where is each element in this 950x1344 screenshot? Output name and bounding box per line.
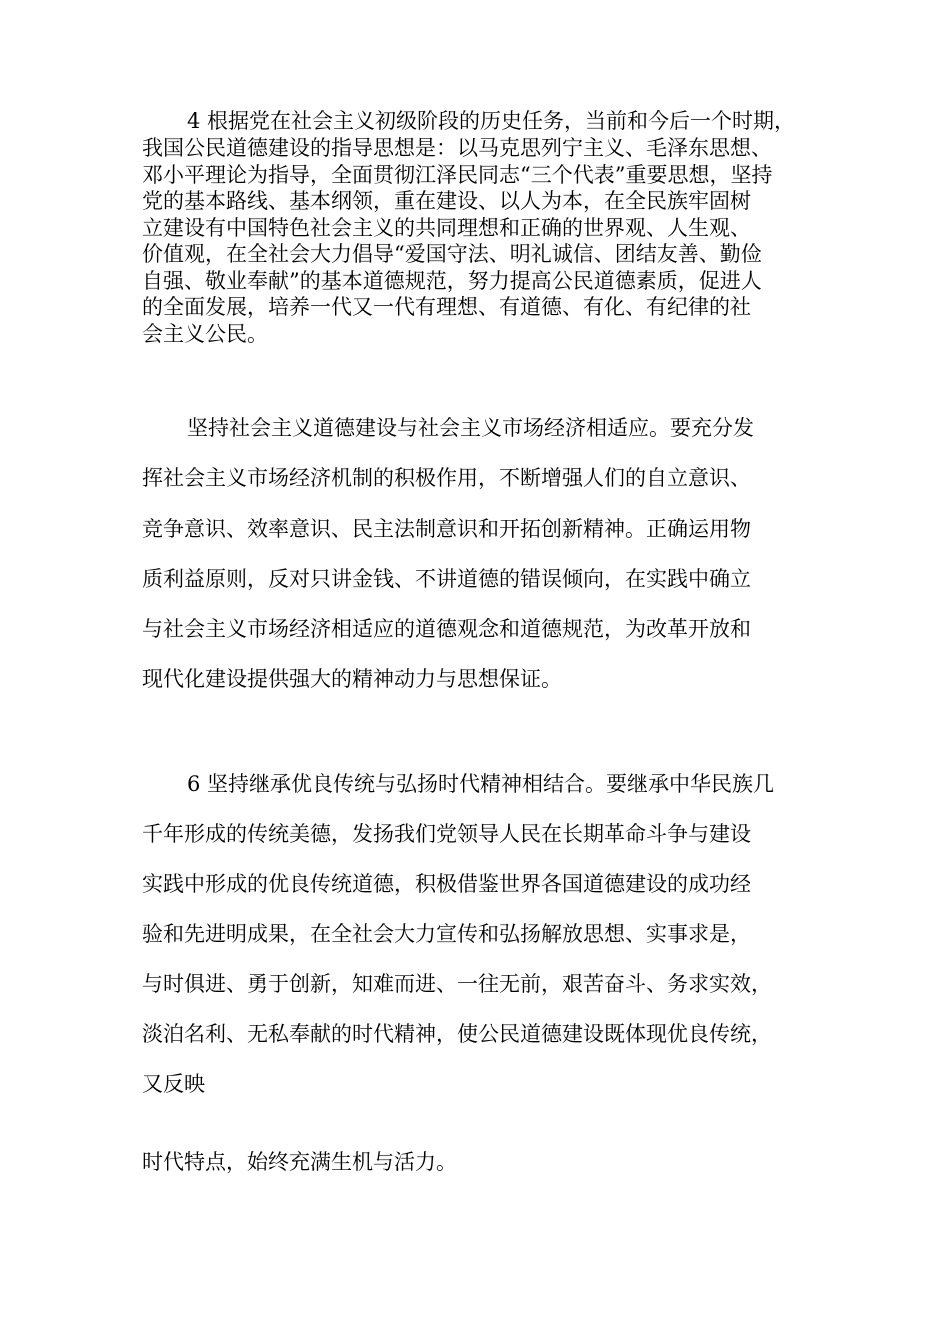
- paragraph-4-line-1: 时代特点，始终充满生机与活力。: [142, 1150, 457, 1174]
- paragraph-1-line-9: 会主义公民。: [142, 322, 268, 346]
- paragraph-2-line-4: 质利益原则，反对只讲金钱、不讲道德的错误倾向，在实践中确立: [142, 567, 751, 591]
- paragraph-3-line-4: 验和先进明成果，在全社会大力宣传和弘扬解放思想、实事求是，: [142, 922, 751, 946]
- paragraph-1-line-1: 4 根据党在社会主义初级阶段的历史任务，当前和今后一个时期，: [187, 109, 796, 133]
- paragraph-1-line-5: 立建设有中国特色社会主义的共同理想和正确的世界观、人生观、: [142, 216, 751, 240]
- paragraph-1-line-3: 邓小平理论为指导，全面贯彻江泽民同志“三个代表”重要思想，坚持: [142, 163, 773, 187]
- paragraph-2-line-5: 与社会主义市场经济相适应的道德观念和道德规范，为改革开放和: [142, 617, 751, 641]
- paragraph-1-line-6: 价值观，在全社会大力倡导“爱国守法、明礼诚信、团结友善、勤俭: [142, 242, 762, 266]
- paragraph-2-line-3: 竞争意识、效率意识、民主法制意识和开拓创新精神。正确运用物: [142, 517, 751, 541]
- paragraph-1-line-8: 的全面发展，培养一代又一代有理想、有道德、有化、有纪律的社: [142, 295, 751, 319]
- paragraph-3-line-5: 与时俱进、勇于创新，知难而进、一往无前，艰苦奋斗、务求实效，: [142, 972, 772, 996]
- paragraph-3-line-1: 6 坚持继承优良传统与弘扬时代精神相结合。要继承中华民族几: [187, 772, 775, 796]
- paragraph-3-line-2: 千年形成的传统美德，发扬我们党领导人民在长期革命斗争与建设: [142, 822, 751, 846]
- paragraph-2-line-6: 现代化建设提供强大的精神动力与思想保证。: [142, 667, 562, 691]
- paragraph-3-line-7: 又反映: [142, 1072, 205, 1096]
- paragraph-1-line-7: 自强、敬业奉献”的基本道德规范，努力提高公民道德素质，促进人: [142, 269, 762, 293]
- paragraph-1-line-4: 党的基本路线、基本纲领，重在建设、以人为本，在全民族牢固树: [142, 189, 751, 213]
- paragraph-2-line-2: 挥社会主义市场经济机制的积极作用，不断增强人们的自立意识、: [142, 466, 751, 490]
- paragraph-2-line-1: 坚持社会主义道德建设与社会主义市场经济相适应。要充分发: [187, 416, 754, 440]
- paragraph-3-line-6: 淡泊名利、无私奉献的时代精神，使公民道德建设既体现优良传统，: [142, 1022, 772, 1046]
- paragraph-3-line-3: 实践中形成的优良传统道德，积极借鉴世界各国道德建设的成功经: [142, 872, 751, 896]
- paragraph-1-line-2: 我国公民道德建设的指导思想是：以马克思列宁主义、毛泽东思想、: [142, 136, 772, 160]
